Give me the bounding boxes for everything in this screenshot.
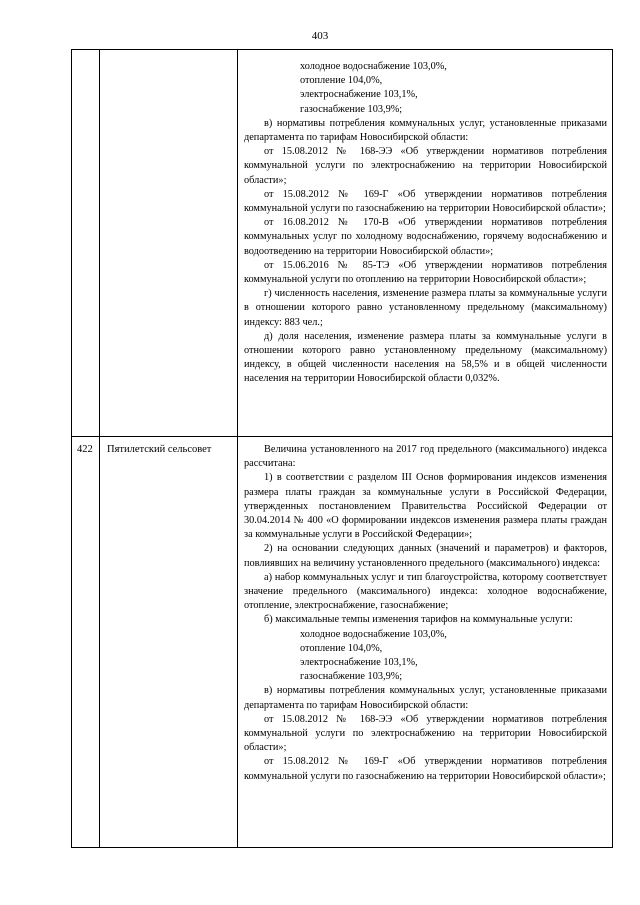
table-border-top — [71, 49, 613, 50]
paragraph: 1) в соответствии с разделом III Основ формирования индексов изменения размера платы граждан за коммунальные услуги в Российской Федерации, утвержденных постановлением Правительства Российской Федерации от 30.04.2014 № 400 «О формировании индексов изменения размера платы граждан за коммунальные услуги в Российской Федерации»; — [244, 472, 607, 541]
paragraph: в) нормативы потребления коммунальных услуг, установленные приказами департамента по тарифам Новосибирской области: — [244, 117, 607, 144]
column-divider-1 — [99, 49, 100, 848]
paragraph: от 15.08.2012 № 168-ЭЭ «Об утверждении нормативов потребления коммунальной услуги по электроснабжению на территории Новосибирской области»; — [244, 713, 607, 754]
paragraph: б) максимальные темпы изменения тарифов на коммунальные услуги: — [264, 614, 573, 626]
paragraph: от 16.08.2012 № 170-В «Об утверждении нормативов потребления коммунальных услуг по холодному водоснабжению, горячему водоснабжению и водоотведению на территории Новосибирской области»; — [244, 217, 607, 257]
row-text — [244, 443, 607, 784]
row-number: 422 — [77, 444, 93, 455]
paragraph: электроснабжение 103,1%, — [300, 657, 418, 669]
table-border-left — [71, 49, 72, 848]
table-border-bottom — [71, 847, 613, 848]
paragraph: холодное водоснабжение 103,0%, — [300, 628, 447, 640]
row-text-continuation — [244, 60, 607, 387]
paragraph: отопление 104,0%, — [300, 642, 383, 654]
paragraph: в) нормативы потребления коммунальных услуг, установленные приказами департамента по тарифам Новосибирской области: — [244, 685, 607, 711]
paragraph: газоснабжение 103,9%; — [300, 671, 403, 683]
paragraph: отопление 104,0%, — [300, 75, 383, 87]
paragraph: а) набор коммунальных услуг и тип благоустройства, которому соответствует значение предельного (максимального) индекса: холодное водоснабжение, отопление, электроснабжение, газоснабжение; — [244, 571, 607, 612]
table-border-right — [612, 49, 613, 848]
paragraph: от 15.08.2012 № 169-Г «Об утверждении нормативов потребления коммунальной услуги по газоснабжению на территории Новосибирской области»; — [244, 756, 607, 782]
paragraph: г) численность населения, изменение размера платы за коммунальные услуги в отношении которого равно установленному предельному (максимальному) индексу: 883 чел.; — [244, 288, 607, 328]
row-divider — [71, 436, 613, 437]
paragraph: от 15.08.2012 № 168-ЭЭ «Об утверждении нормативов потребления коммунальной услуги по электроснабжению на территории Новосибирской области»; — [244, 146, 607, 186]
paragraph: газоснабжение 103,9%; — [300, 103, 403, 115]
paragraph: электроснабжение 103,1%, — [300, 89, 418, 101]
column-divider-2 — [237, 49, 238, 848]
paragraph: от 15.08.2012 № 169-Г «Об утверждении нормативов потребления коммунальной услуги по газоснабжению на территории Новосибирской области»; — [244, 188, 607, 215]
page-number: 403 — [311, 30, 329, 42]
paragraph: холодное водоснабжение 103,0%, — [300, 61, 447, 72]
paragraph: д) доля населения, изменение размера платы за коммунальные услуги в отношении которого равно установленному предельному (максимальному) индексу, в общей численности населения на 58,5% и в общей численности населения на территории Новосибирской области 0,032%. — [244, 330, 607, 385]
municipality-name: Пятилетский сельсовет — [107, 444, 212, 455]
paragraph: от 15.06.2016 № 85-ТЭ «Об утверждении нормативов потребления коммунальной услуги по отоплению на территории Новосибирской области»; — [244, 259, 607, 286]
paragraph: 2) на основании следующих данных (значений и параметров) и факторов, повлиявших на величину установленного предельного (максимального) индекса: — [244, 543, 607, 569]
paragraph: Величина установленного на 2017 год предельного (максимального) индекса рассчитана: — [244, 444, 607, 470]
